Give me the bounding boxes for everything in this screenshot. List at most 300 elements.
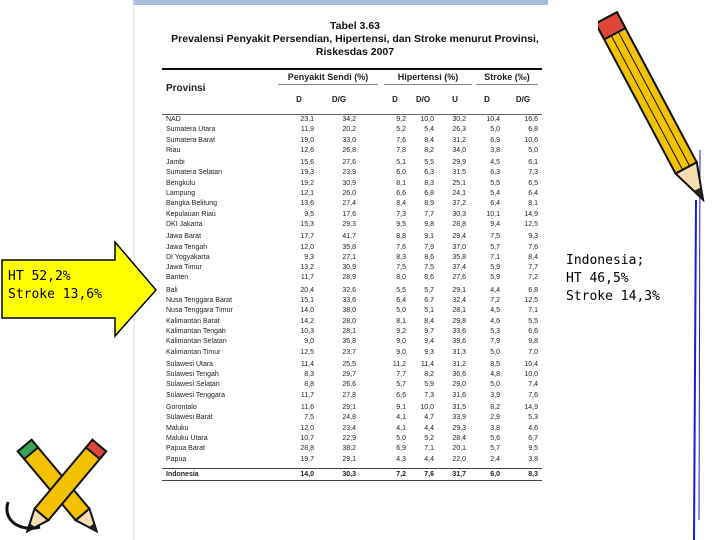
table-cell: 7,8 — [396, 146, 406, 154]
table-row — [162, 337, 542, 347]
table-cell: 11,6 — [300, 404, 314, 412]
table-cell: 6,3 — [424, 169, 434, 177]
table-cell: 6,8 — [424, 190, 434, 198]
table-cell: 37,0 — [452, 243, 466, 251]
table-cell: 8,8 — [396, 233, 406, 241]
province-name: Riau — [166, 146, 181, 154]
table-cell: 28,8 — [300, 445, 314, 453]
table-cell: 4,3 — [396, 455, 406, 463]
table-cell: 35,8 — [342, 243, 356, 251]
group-header-hypertension: Hipertensi (%) — [384, 72, 472, 85]
group-header-stroke: Stroke (‰) — [476, 72, 538, 85]
table-cell: 9,3 — [304, 253, 314, 261]
table-cell: 41,7 — [342, 233, 356, 241]
table-cell: 7,3 — [396, 210, 406, 218]
table-cell: 30,2 — [452, 116, 466, 123]
subheader: U — [452, 95, 458, 104]
table-cell: 14,0 — [300, 470, 314, 478]
province-name: Maluku — [166, 424, 189, 432]
province-name: Sulawesi Tenggara — [166, 391, 226, 399]
table-row — [162, 189, 542, 199]
table-cell: 29,0 — [452, 381, 466, 389]
table-cell: 3,9 — [490, 391, 500, 399]
table-cell: 5,7 — [490, 243, 500, 251]
province-name: DKI Jakarta — [166, 220, 203, 228]
table-cell: 13,2 — [300, 264, 314, 272]
table-cell: 9,3 — [424, 348, 434, 356]
table-row — [162, 210, 542, 220]
table-cell: 32,4 — [452, 297, 466, 305]
table-cell: 10,0 — [524, 371, 538, 379]
table-cell: 27,1 — [342, 253, 356, 261]
table-cell: 8,4 — [424, 136, 434, 144]
table-cell: 23,9 — [342, 169, 356, 177]
right-callout-label: Indonesia; — [566, 253, 645, 268]
province-name: Sumatera Utara — [166, 126, 216, 134]
table-row — [162, 158, 542, 168]
table-cell: 8,5 — [490, 360, 500, 368]
table-row — [162, 146, 542, 156]
table-cell: 33,9 — [452, 414, 466, 422]
table-cell: 14,2 — [300, 317, 314, 325]
table-cell: 4,5 — [490, 159, 500, 167]
table-cell: 5,7 — [490, 445, 500, 453]
table-row — [162, 199, 542, 209]
left-callout-stroke: Stroke 13,6% — [8, 287, 102, 302]
table-cell: 5,9 — [490, 264, 500, 272]
table-row — [162, 115, 542, 125]
table-cell: 39,6 — [452, 338, 466, 346]
table-cell: 10,3 — [300, 327, 314, 335]
table-cell: 9,5 — [396, 220, 406, 228]
table-cell: 16,6 — [524, 116, 538, 123]
table-cell: 34,2 — [342, 116, 356, 123]
table-cell: 15,1 — [300, 297, 314, 305]
table-cell: 7,4 — [528, 381, 538, 389]
table-cell: 8,6 — [424, 253, 434, 261]
table-cell: 5,5 — [396, 286, 406, 294]
table-cell: 38,0 — [342, 307, 356, 315]
table-cell: 5,0 — [490, 126, 500, 134]
table-cell: 7,6 — [528, 243, 538, 251]
table-cell: 7,6 — [396, 243, 406, 251]
table-cell: 30,9 — [342, 179, 356, 187]
table-cell: 7,5 — [304, 414, 314, 422]
table-cell: 17,6 — [342, 210, 356, 218]
table-cell: 28,0 — [342, 317, 356, 325]
table-cell: 2,4 — [490, 455, 500, 463]
table-cell: 5,0 — [528, 146, 538, 154]
table-cell: 27,4 — [342, 200, 356, 208]
subheader: D/O — [415, 95, 431, 104]
table-row — [162, 253, 542, 263]
right-callout-stroke: Stroke 14,3% — [566, 289, 660, 304]
table-number: Tabel 3.63 — [330, 20, 380, 32]
table-cell: 24,8 — [342, 414, 356, 422]
province-name: Kalimantan Tengah — [166, 327, 226, 335]
table-cell: 3,8 — [528, 455, 538, 463]
table-cell: 31,6 — [452, 391, 466, 399]
table-cell: 28,1 — [452, 307, 466, 315]
left-callout — [8, 268, 102, 304]
subheader: D — [484, 95, 490, 104]
table-cell: 3,8 — [490, 146, 500, 154]
table-cell: 23,7 — [342, 348, 356, 356]
province-name: Jawa Tengah — [166, 243, 208, 251]
province-name: Sulawesi Selatan — [166, 381, 220, 389]
subheader: D/G — [331, 95, 347, 104]
crossed-pencils-icon — [0, 432, 135, 537]
table-cell: 8,2 — [424, 146, 434, 154]
table-cell: 28,8 — [452, 220, 466, 228]
table-cell: 27,8 — [342, 391, 356, 399]
table-cell: 7,6 — [424, 470, 434, 478]
table-cell: 6,7 — [528, 434, 538, 442]
table-cell: 6,1 — [528, 159, 538, 167]
table-cell: 36,6 — [452, 371, 466, 379]
table-cell: 17,7 — [300, 233, 314, 241]
table-cell: 6,4 — [490, 200, 500, 208]
table-cell: 7,1 — [528, 307, 538, 315]
table-cell: 29,1 — [342, 455, 356, 463]
table-row — [162, 220, 542, 230]
province-name: DI Yogyakarta — [166, 253, 210, 261]
table-row — [162, 444, 542, 454]
table-cell: 4,7 — [424, 414, 434, 422]
table-cell: 9,8 — [424, 220, 434, 228]
table-cell: 29,3 — [342, 220, 356, 228]
table-cell: 5,0 — [490, 381, 500, 389]
table-cell: 8,1 — [396, 179, 406, 187]
table-cell: 12,0 — [300, 243, 314, 251]
table-cell: 6,4 — [396, 297, 406, 305]
left-callout-ht: HT 52,2% — [8, 269, 71, 284]
table-cell: 14,9 — [524, 210, 538, 218]
table-cell: 9,4 — [490, 220, 500, 228]
table-cell: 11,9 — [300, 126, 314, 134]
table-cell: 7,2 — [396, 470, 406, 478]
table-cell: 12,1 — [300, 190, 314, 198]
table-cell: 8,6 — [424, 274, 434, 282]
table-cell: 32,6 — [342, 286, 356, 294]
table-cell: 9,2 — [396, 327, 406, 335]
table-cell: 30,9 — [342, 264, 356, 272]
table-cell: 22,0 — [452, 455, 466, 463]
pencil-icon — [598, 0, 718, 230]
table-cell: 7,1 — [490, 253, 500, 261]
table-cell: 8,8 — [304, 381, 314, 389]
table-cell: 11,2 — [392, 360, 406, 368]
table-cell: 27,6 — [452, 274, 466, 282]
table-cell: 5,0 — [490, 348, 500, 356]
table-cell: 7,7 — [528, 264, 538, 272]
table-cell: 14,0 — [300, 307, 314, 315]
table-cell: 5,5 — [424, 159, 434, 167]
table-cell: 6,3 — [490, 169, 500, 177]
subheader: D — [296, 95, 302, 104]
province-name: Lampung — [166, 190, 196, 198]
table-cell: 8,3 — [396, 253, 406, 261]
table-cell: 7,1 — [424, 445, 434, 453]
table-row — [162, 296, 542, 306]
table-cell: 35,8 — [342, 338, 356, 346]
table-cell: 28,1 — [342, 327, 356, 335]
prevalence-table — [162, 68, 542, 481]
table-cell: 4,4 — [424, 424, 434, 432]
table-cell: 9,0 — [396, 348, 406, 356]
table-cell: 26,0 — [342, 190, 356, 198]
subheader: D — [392, 95, 398, 104]
table-cell: 10,1 — [486, 210, 500, 218]
table-cell: 34,0 — [452, 146, 466, 154]
province-name: Jambi — [166, 159, 185, 167]
table-cell: 7,5 — [424, 264, 434, 272]
table-cell: 8,3 — [304, 371, 314, 379]
table-cell: 7,2 — [490, 297, 500, 305]
province-name: Kalimantan Selatan — [166, 338, 227, 346]
table-cell: 30,3 — [342, 470, 356, 478]
table-cell: 6,0 — [396, 169, 406, 177]
table-row-total — [162, 468, 542, 481]
table-cell: 6,9 — [396, 445, 406, 453]
table-cell: 9,2 — [396, 116, 406, 123]
slide-top-bar — [133, 0, 548, 5]
table-cell: 9,0 — [304, 338, 314, 346]
table-cell: 13,6 — [300, 200, 314, 208]
table-cell: 19,3 — [300, 169, 314, 177]
table-row — [162, 370, 542, 380]
table-cell: 9,5 — [304, 210, 314, 218]
table-cell: 29,8 — [452, 317, 466, 325]
table-cell: 9,5 — [528, 445, 538, 453]
province-column-header: Provinsi — [166, 83, 206, 94]
province-name: Gorontalo — [166, 404, 197, 412]
table-cell: 14,9 — [524, 404, 538, 412]
table-cell: 28,4 — [452, 434, 466, 442]
table-row — [162, 403, 542, 413]
province-name: NAD — [166, 116, 181, 123]
table-header — [162, 68, 542, 115]
table-row — [162, 380, 542, 390]
table-cell: 10,4 — [524, 360, 538, 368]
table-cell: 20,2 — [342, 126, 356, 134]
province-name: Papua Barat — [166, 445, 205, 453]
table-cell: 29,4 — [452, 233, 466, 241]
table-cell: 27,6 — [342, 159, 356, 167]
table-row — [162, 273, 542, 283]
table-cell: 4,1 — [396, 424, 406, 432]
table-cell: 5,3 — [490, 327, 500, 335]
table-cell: 4,1 — [396, 414, 406, 422]
province-name: Banten — [166, 274, 189, 282]
province-name: Papua — [166, 455, 187, 463]
table-cell: 5,2 — [424, 434, 434, 442]
table-cell: 24,1 — [452, 190, 466, 198]
province-name: Sumatera Selatan — [166, 169, 223, 177]
table-row — [162, 243, 542, 253]
table-cell: 7,7 — [424, 210, 434, 218]
table-cell: 30,3 — [452, 210, 466, 218]
table-cell: 9,3 — [528, 233, 538, 241]
table-cell: 28,9 — [342, 274, 356, 282]
table-cell: 8,3 — [528, 470, 538, 478]
province-name: Bangka Belitung — [166, 200, 217, 208]
table-cell: 6,0 — [490, 470, 500, 478]
table-cell: 7,3 — [528, 169, 538, 177]
table-cell: 29,3 — [452, 424, 466, 432]
header-rule — [162, 68, 542, 70]
table-cell: 7,9 — [424, 243, 434, 251]
table-cell: 10,4 — [486, 116, 500, 123]
table-cell: 20,1 — [452, 445, 466, 453]
table-cell: 4,8 — [490, 371, 500, 379]
table-cell: 10,0 — [420, 116, 434, 123]
table-cell: 6,4 — [528, 190, 538, 198]
table-cell: 5,0 — [396, 307, 406, 315]
province-name: Kalimantan Timur — [166, 348, 221, 356]
table-body — [162, 115, 542, 465]
table-cell: 6,5 — [528, 179, 538, 187]
table-cell: 31,5 — [452, 169, 466, 177]
table-cell: 38,2 — [342, 445, 356, 453]
table-cell: 7,3 — [424, 391, 434, 399]
table-cell: 19,2 — [300, 179, 314, 187]
table-row — [162, 179, 542, 189]
table-row — [162, 434, 542, 444]
table-cell: 11,7 — [300, 274, 314, 282]
table-cell: 9,8 — [528, 338, 538, 346]
table-cell: 6,9 — [490, 136, 500, 144]
table-cell: 6,6 — [396, 391, 406, 399]
table-cell: 6,6 — [528, 327, 538, 335]
table-cell: 8,0 — [396, 274, 406, 282]
table-cell: 5,6 — [490, 434, 500, 442]
table-cell: 11,4 — [300, 360, 314, 368]
province-name: Maluku Utara — [166, 434, 208, 442]
group-header-joint-disease: Penyakit Sendi (%) — [278, 72, 378, 85]
province-name: Nusa Tenggara Timur — [166, 307, 233, 315]
table-row — [162, 306, 542, 316]
table-cell: 23,1 — [300, 116, 314, 123]
table-cell: 5,9 — [490, 274, 500, 282]
province-name: Nusa Tenggara Barat — [166, 297, 233, 305]
table-cell: 12,6 — [300, 146, 314, 154]
table-cell: 25,5 — [342, 360, 356, 368]
table-cell: 12,5 — [300, 348, 314, 356]
table-cell: 9,7 — [424, 327, 434, 335]
table-cell: 5,9 — [424, 381, 434, 389]
table-cell: 5,5 — [528, 317, 538, 325]
table-row — [162, 263, 542, 273]
table-cell: 8,3 — [424, 179, 434, 187]
table-cell: 7,7 — [396, 371, 406, 379]
table-caption-source: Riskesdas 2007 — [315, 46, 395, 58]
table-cell: 7,6 — [396, 136, 406, 144]
table-cell: 3,8 — [490, 424, 500, 432]
table-title — [160, 20, 550, 59]
table-cell: 33,0 — [342, 136, 356, 144]
table-cell: 5,4 — [424, 126, 434, 134]
province-name: Sulawesi Tengah — [166, 371, 219, 379]
table-cell: 5,5 — [490, 179, 500, 187]
table-cell: 10,0 — [420, 404, 434, 412]
province-name: Jawa Timur — [166, 264, 202, 272]
table-cell: 29,1 — [452, 286, 466, 294]
table-cell: 7,6 — [528, 391, 538, 399]
table-cell: 25,1 — [452, 179, 466, 187]
table-cell: 7,9 — [490, 338, 500, 346]
table-cell: 31,3 — [452, 348, 466, 356]
table-row — [162, 391, 542, 401]
table-cell: 29,9 — [452, 159, 466, 167]
table-cell: 8,9 — [424, 200, 434, 208]
table-cell: 8,4 — [396, 200, 406, 208]
table-cell: 9,4 — [424, 338, 434, 346]
table-cell: 7,0 — [528, 348, 538, 356]
table-cell: 5,7 — [424, 286, 434, 294]
table-cell: 5,2 — [396, 126, 406, 134]
table-cell: 10,7 — [300, 434, 314, 442]
total-label: Indonesia — [166, 470, 199, 478]
table-cell: 29,1 — [342, 404, 356, 412]
table-row — [162, 455, 542, 465]
table-cell: 26,8 — [342, 146, 356, 154]
table-cell: 37,4 — [452, 264, 466, 272]
table-cell: 4,4 — [490, 286, 500, 294]
table-cell: 6,8 — [528, 126, 538, 134]
table-cell: 10,6 — [524, 136, 538, 144]
table-cell: 4,6 — [490, 317, 500, 325]
table-cell: 5,4 — [490, 190, 500, 198]
table-row — [162, 286, 542, 296]
table-cell: 26,3 — [452, 126, 466, 134]
table-cell: 35,8 — [452, 253, 466, 261]
table-cell: 33,6 — [452, 327, 466, 335]
table-cell: 5,7 — [396, 381, 406, 389]
table-cell: 9,1 — [424, 233, 434, 241]
table-cell: 19,7 — [300, 455, 314, 463]
table-cell: 12,5 — [524, 297, 538, 305]
table-row — [162, 348, 542, 358]
table-row — [162, 168, 542, 178]
table-cell: 22,9 — [342, 434, 356, 442]
province-name: Kepulauan Riau — [166, 210, 216, 218]
table-cell: 9,1 — [396, 404, 406, 412]
table-cell: 2,9 — [490, 414, 500, 422]
table-cell: 6,6 — [396, 190, 406, 198]
province-name: Sulawesi Utara — [166, 360, 214, 368]
table-cell: 15,6 — [300, 159, 314, 167]
table-cell: 33,6 — [342, 297, 356, 305]
table-row — [162, 413, 542, 423]
table-cell: 5,1 — [424, 307, 434, 315]
right-callout — [566, 252, 660, 306]
table-cell: 20,4 — [300, 286, 314, 294]
province-name: Jawa Barat — [166, 233, 202, 241]
province-name: Bali — [166, 286, 178, 294]
table-cell: 26,6 — [342, 381, 356, 389]
table-cell: 7,2 — [528, 274, 538, 282]
table-cell: 5,3 — [528, 414, 538, 422]
table-cell: 31,5 — [452, 404, 466, 412]
table-cell: 6,8 — [528, 286, 538, 294]
table-row — [162, 317, 542, 327]
right-callout-ht: HT 46,5% — [566, 271, 629, 286]
table-row — [162, 360, 542, 370]
table-cell: 15,3 — [300, 220, 314, 228]
table-cell: 12,0 — [300, 424, 314, 432]
table-row — [162, 424, 542, 434]
